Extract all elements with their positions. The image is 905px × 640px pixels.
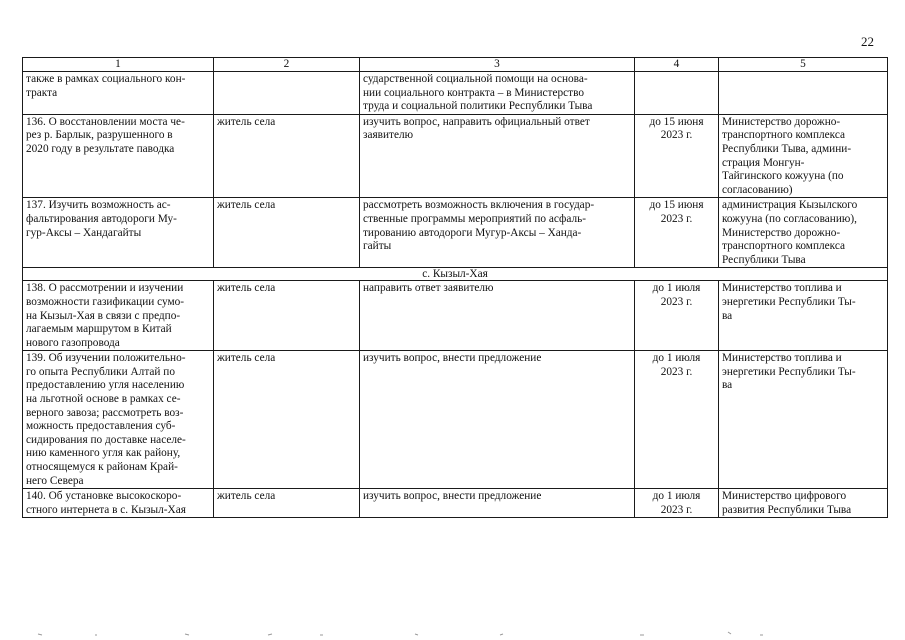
column-header: 2	[214, 58, 360, 72]
cell-deadline: до 1 июля 2023 г.	[635, 351, 719, 489]
cell-deadline: до 1 июля 2023 г.	[635, 489, 719, 518]
cell-action: изучить вопрос, направить официальный ответ заявителю	[360, 114, 635, 198]
table-row	[23, 281, 888, 351]
cell-deadline: до 1 июля 2023 г.	[635, 281, 719, 351]
cell-action: изучить вопрос, внести предложение	[360, 351, 635, 489]
cell-responsible: администрация Кызылского кожууна (по согласованию), Министерство дорожно- транспортного комплекса Республики Тыва	[719, 198, 888, 268]
cell-request: 136. О восстановлении моста че- рез р. Барлык, разрушенного в 2020 году в результате паводка	[23, 114, 214, 198]
section-title: с. Кызыл-Хая	[23, 268, 888, 281]
cell-applicant	[214, 72, 360, 115]
cell-action: изучить вопрос, внести предложение	[360, 489, 635, 518]
cell-deadline: до 15 июня 2023 г.	[635, 198, 719, 268]
cell-action: направить ответ заявителю	[360, 281, 635, 351]
cell-request: 140. Об установке высокоскоро- стного интернета в с. Кызыл-Хая	[23, 489, 214, 518]
cell-applicant: житель села	[214, 198, 360, 268]
cell-responsible: Министерство цифрового развития Республики Тыва	[719, 489, 888, 518]
section-row	[23, 268, 888, 281]
cell-action: рассмотреть возможность включения в государ- ственные программы мероприятий по асфаль- тированию автодороги Мугур-Аксы – Ханда- гайты	[360, 198, 635, 268]
table-row	[23, 72, 888, 115]
table-row	[23, 351, 888, 489]
column-header: 3	[360, 58, 635, 72]
cell-action: сударственной социальной помощи на основа- нии социального контракта – в Министерство труда и социальной политики Республики Тыва	[360, 72, 635, 115]
cell-request: 137. Изучить возможность ас- фальтирования автодороги Му- гур-Аксы – Хандагайты	[23, 198, 214, 268]
cell-applicant: житель села	[214, 489, 360, 518]
cell-applicant: житель села	[214, 351, 360, 489]
scan-artifact-marks	[0, 628, 905, 640]
cell-responsible	[719, 72, 888, 115]
column-header: 1	[23, 58, 214, 72]
cell-request: 139. Об изучении положительно- го опыта Республики Алтай по предоставлению угля населению на льготной основе в рамках се- верного завоза; рассмотреть воз- можность предоставления суб- сидирования по доставке населе- нию каменного угля как району, относящемуся к районам Край- него Севера	[23, 351, 214, 489]
cell-request: 138. О рассмотрении и изучении возможности газификации сумо- на Кызыл-Хая в связи с предпо- лагаемым маршрутом в Китай нового газопровода	[23, 281, 214, 351]
column-header: 5	[719, 58, 888, 72]
table-header-row	[23, 58, 888, 72]
cell-request: также в рамках социального кон- тракта	[23, 72, 214, 115]
cell-deadline	[635, 72, 719, 115]
page-number: 22	[861, 34, 874, 49]
cell-applicant: житель села	[214, 281, 360, 351]
table-row	[23, 489, 888, 518]
table-row	[23, 198, 888, 268]
cell-responsible: Министерство топлива и энергетики Республики Ты- ва	[719, 351, 888, 489]
column-header: 4	[635, 58, 719, 72]
cell-responsible: Министерство топлива и энергетики Республики Ты- ва	[719, 281, 888, 351]
resolution-table	[22, 57, 888, 518]
cell-responsible: Министерство дорожно- транспортного комплекса Республики Тыва, админи- страция Монгун- Тайгинского кожууна (по согласованию)	[719, 114, 888, 198]
cell-deadline: до 15 июня 2023 г.	[635, 114, 719, 198]
table-row	[23, 114, 888, 198]
cell-applicant: житель села	[214, 114, 360, 198]
